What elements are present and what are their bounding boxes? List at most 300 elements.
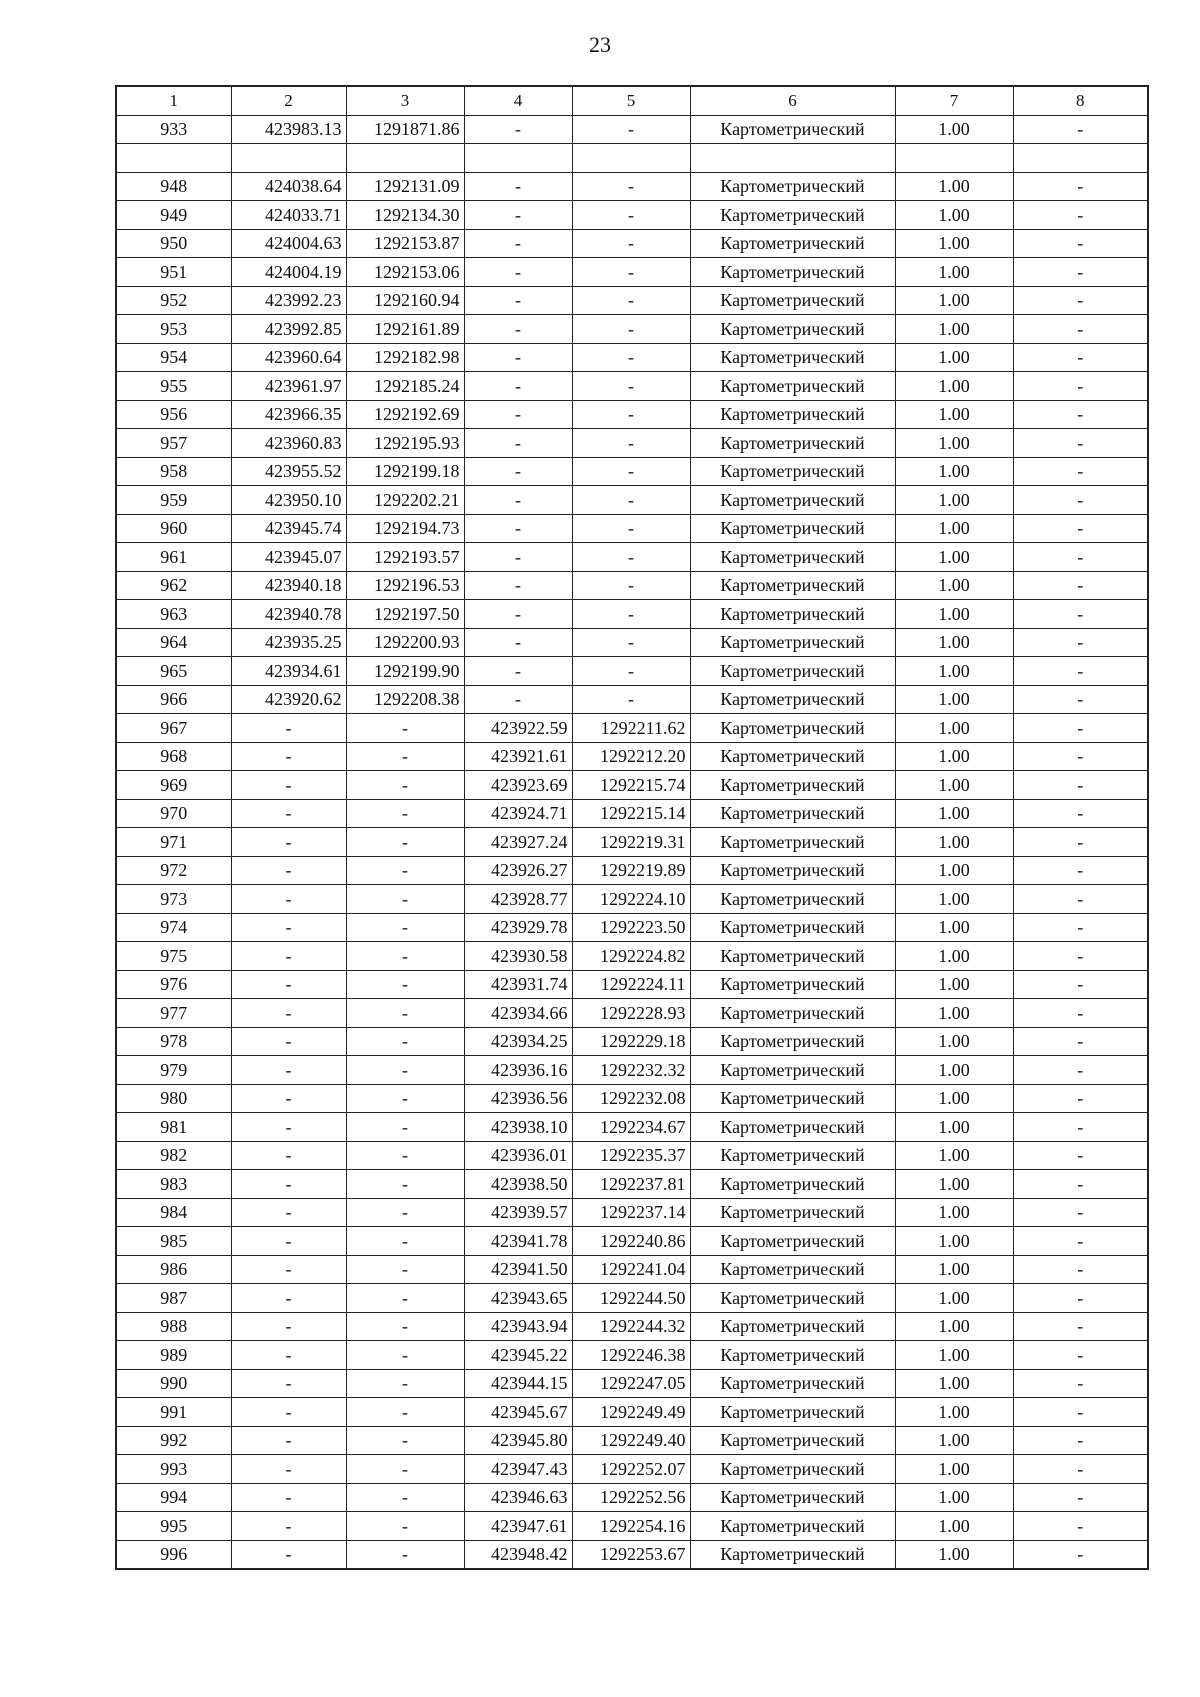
x-coordinate-cell: - — [231, 1170, 346, 1199]
description-cell: - — [1013, 1483, 1148, 1512]
x-coordinate-cell: 424038.64 — [231, 172, 346, 201]
table-row — [116, 1312, 1148, 1341]
point-number-cell: 983 — [116, 1170, 231, 1199]
method-cell: Картометрический — [690, 1512, 895, 1541]
y-new-coordinate-cell: 1292240.86 — [572, 1227, 690, 1256]
x-new-coordinate-cell: 423947.61 — [464, 1512, 572, 1541]
description-cell: - — [1013, 628, 1148, 657]
point-number-cell: 994 — [116, 1483, 231, 1512]
accuracy-cell: 1.00 — [895, 742, 1013, 771]
description-cell: - — [1013, 1341, 1148, 1370]
x-new-coordinate-cell: 423943.94 — [464, 1312, 572, 1341]
x-new-coordinate-cell: - — [464, 514, 572, 543]
description-cell: - — [1013, 543, 1148, 572]
y-coordinate-cell: - — [346, 714, 464, 743]
description-cell: - — [1013, 286, 1148, 315]
header-cell: 8 — [1013, 86, 1148, 115]
y-new-coordinate-cell: 1292247.05 — [572, 1369, 690, 1398]
point-number-cell: 960 — [116, 514, 231, 543]
table-row — [116, 856, 1148, 885]
x-new-coordinate-cell: - — [464, 543, 572, 572]
y-new-coordinate-cell: - — [572, 571, 690, 600]
x-new-coordinate-cell: - — [464, 372, 572, 401]
page-number: 23 — [589, 32, 611, 57]
point-number-cell: 996 — [116, 1540, 231, 1569]
x-coordinate-cell: 423955.52 — [231, 457, 346, 486]
y-new-coordinate-cell: 1292215.74 — [572, 771, 690, 800]
description-cell: - — [1013, 856, 1148, 885]
point-number-cell: 980 — [116, 1084, 231, 1113]
header-cell: 1 — [116, 86, 231, 115]
point-number-cell: 992 — [116, 1426, 231, 1455]
x-new-coordinate-cell: 423938.10 — [464, 1113, 572, 1142]
y-coordinate-cell: - — [346, 1141, 464, 1170]
accuracy-cell: 1.00 — [895, 1312, 1013, 1341]
table-row — [116, 115, 1148, 144]
accuracy-cell: 1.00 — [895, 771, 1013, 800]
table-row — [116, 1027, 1148, 1056]
accuracy-cell: 1.00 — [895, 856, 1013, 885]
method-cell: Картометрический — [690, 685, 895, 714]
accuracy-cell: 1.00 — [895, 714, 1013, 743]
method-cell: Картометрический — [690, 400, 895, 429]
method-cell: Картометрический — [690, 571, 895, 600]
description-cell: - — [1013, 771, 1148, 800]
point-number-cell: 964 — [116, 628, 231, 657]
y-new-coordinate-cell: - — [572, 315, 690, 344]
x-coordinate-cell: 423966.35 — [231, 400, 346, 429]
table-row — [116, 828, 1148, 857]
y-coordinate-cell: 1292153.06 — [346, 258, 464, 287]
table-row — [116, 1398, 1148, 1427]
y-new-coordinate-cell: - — [572, 514, 690, 543]
x-new-coordinate-cell: - — [464, 400, 572, 429]
accuracy-cell: 1.00 — [895, 1027, 1013, 1056]
y-new-coordinate-cell: - — [572, 486, 690, 515]
point-number-cell: 976 — [116, 970, 231, 999]
method-cell: Картометрический — [690, 457, 895, 486]
method-cell: Картометрический — [690, 229, 895, 258]
x-new-coordinate-cell: 423947.43 — [464, 1455, 572, 1484]
point-number-cell: 951 — [116, 258, 231, 287]
table-row — [116, 229, 1148, 258]
x-new-coordinate-cell: 423945.67 — [464, 1398, 572, 1427]
y-new-coordinate-cell: 1292237.14 — [572, 1198, 690, 1227]
accuracy-cell: 1.00 — [895, 1512, 1013, 1541]
y-coordinate-cell: - — [346, 1426, 464, 1455]
description-cell: - — [1013, 1056, 1148, 1085]
description-cell: - — [1013, 343, 1148, 372]
y-new-coordinate-cell: 1292241.04 — [572, 1255, 690, 1284]
table-row — [116, 543, 1148, 572]
method-cell: Картометрический — [690, 970, 895, 999]
point-number-cell: 991 — [116, 1398, 231, 1427]
point-number-cell: 953 — [116, 315, 231, 344]
x-new-coordinate-cell: 423921.61 — [464, 742, 572, 771]
x-new-coordinate-cell: 423943.65 — [464, 1284, 572, 1313]
x-coordinate-cell: - — [231, 1455, 346, 1484]
table-body — [116, 86, 1148, 1569]
x-coordinate-cell: - — [231, 1312, 346, 1341]
table-row — [116, 1141, 1148, 1170]
y-coordinate-cell: - — [346, 1455, 464, 1484]
accuracy-cell: 1.00 — [895, 457, 1013, 486]
point-number-cell: 961 — [116, 543, 231, 572]
x-new-coordinate-cell: - — [464, 600, 572, 629]
y-coordinate-cell: 1292199.18 — [346, 457, 464, 486]
x-new-coordinate-cell: 423926.27 — [464, 856, 572, 885]
x-new-coordinate-cell: - — [464, 571, 572, 600]
y-new-coordinate-cell: 1292224.11 — [572, 970, 690, 999]
header-cell: 4 — [464, 86, 572, 115]
description-cell: - — [1013, 1255, 1148, 1284]
description-cell: - — [1013, 913, 1148, 942]
x-coordinate-cell: - — [231, 999, 346, 1028]
method-cell: Картометрический — [690, 1027, 895, 1056]
y-new-coordinate-cell: - — [572, 429, 690, 458]
accuracy-cell: 1.00 — [895, 258, 1013, 287]
description-cell: - — [1013, 1284, 1148, 1313]
description-cell: - — [1013, 172, 1148, 201]
point-number-cell: 966 — [116, 685, 231, 714]
y-coordinate-cell: 1292195.93 — [346, 429, 464, 458]
x-coordinate-cell — [231, 144, 346, 173]
point-number-cell: 995 — [116, 1512, 231, 1541]
accuracy-cell: 1.00 — [895, 1398, 1013, 1427]
table-row — [116, 1084, 1148, 1113]
x-new-coordinate-cell: - — [464, 115, 572, 144]
table-row — [116, 657, 1148, 686]
y-new-coordinate-cell: - — [572, 657, 690, 686]
x-coordinate-cell: 423992.23 — [231, 286, 346, 315]
point-number-cell: 948 — [116, 172, 231, 201]
description-cell: - — [1013, 828, 1148, 857]
y-new-coordinate-cell: 1292235.37 — [572, 1141, 690, 1170]
description-cell — [1013, 144, 1148, 173]
y-new-coordinate-cell: - — [572, 172, 690, 201]
accuracy-cell: 1.00 — [895, 1056, 1013, 1085]
y-coordinate-cell: - — [346, 1512, 464, 1541]
y-new-coordinate-cell: 1292252.07 — [572, 1455, 690, 1484]
y-new-coordinate-cell: - — [572, 258, 690, 287]
y-new-coordinate-cell: 1292249.49 — [572, 1398, 690, 1427]
y-coordinate-cell: - — [346, 1284, 464, 1313]
description-cell: - — [1013, 1369, 1148, 1398]
x-new-coordinate-cell: 423936.16 — [464, 1056, 572, 1085]
table-row — [116, 600, 1148, 629]
method-cell: Картометрический — [690, 1284, 895, 1313]
table-row — [116, 400, 1148, 429]
x-coordinate-cell: 424004.63 — [231, 229, 346, 258]
y-coordinate-cell: 1292185.24 — [346, 372, 464, 401]
point-number-cell: 989 — [116, 1341, 231, 1370]
description-cell: - — [1013, 1141, 1148, 1170]
description-cell: - — [1013, 1512, 1148, 1541]
point-number-cell: 968 — [116, 742, 231, 771]
y-new-coordinate-cell: 1292237.81 — [572, 1170, 690, 1199]
y-new-coordinate-cell: 1292246.38 — [572, 1341, 690, 1370]
x-coordinate-cell: 423992.85 — [231, 315, 346, 344]
y-coordinate-cell: - — [346, 1341, 464, 1370]
y-coordinate-cell: - — [346, 942, 464, 971]
point-number-cell: 955 — [116, 372, 231, 401]
y-coordinate-cell: 1292153.87 — [346, 229, 464, 258]
y-coordinate-cell: 1292196.53 — [346, 571, 464, 600]
header-cell: 6 — [690, 86, 895, 115]
y-coordinate-cell: - — [346, 742, 464, 771]
method-cell: Картометрический — [690, 771, 895, 800]
y-new-coordinate-cell: - — [572, 229, 690, 258]
accuracy-cell: 1.00 — [895, 343, 1013, 372]
description-cell: - — [1013, 258, 1148, 287]
accuracy-cell: 1.00 — [895, 1084, 1013, 1113]
x-coordinate-cell: - — [231, 1113, 346, 1142]
x-new-coordinate-cell: 423923.69 — [464, 771, 572, 800]
table-row — [116, 1540, 1148, 1569]
point-number-cell: 967 — [116, 714, 231, 743]
table-row — [116, 799, 1148, 828]
point-number-cell: 979 — [116, 1056, 231, 1085]
table-header-row — [116, 86, 1148, 115]
y-new-coordinate-cell: 1292223.50 — [572, 913, 690, 942]
x-coordinate-cell: - — [231, 1512, 346, 1541]
table-row — [116, 628, 1148, 657]
accuracy-cell: 1.00 — [895, 999, 1013, 1028]
y-coordinate-cell: - — [346, 885, 464, 914]
accuracy-cell: 1.00 — [895, 885, 1013, 914]
y-coordinate-cell: 1292160.94 — [346, 286, 464, 315]
description-cell: - — [1013, 514, 1148, 543]
y-new-coordinate-cell: - — [572, 115, 690, 144]
point-number-cell: 986 — [116, 1255, 231, 1284]
table-row — [116, 685, 1148, 714]
x-coordinate-cell: - — [231, 742, 346, 771]
description-cell: - — [1013, 1455, 1148, 1484]
y-new-coordinate-cell: 1292232.32 — [572, 1056, 690, 1085]
accuracy-cell: 1.00 — [895, 1284, 1013, 1313]
x-coordinate-cell: - — [231, 1255, 346, 1284]
table-row — [116, 771, 1148, 800]
x-new-coordinate-cell: - — [464, 201, 572, 230]
x-new-coordinate-cell: 423938.50 — [464, 1170, 572, 1199]
x-new-coordinate-cell: 423936.56 — [464, 1084, 572, 1113]
description-cell: - — [1013, 600, 1148, 629]
y-new-coordinate-cell: - — [572, 685, 690, 714]
point-number-cell: 963 — [116, 600, 231, 629]
y-new-coordinate-cell: - — [572, 628, 690, 657]
y-coordinate-cell: 1291871.86 — [346, 115, 464, 144]
point-number-cell: 975 — [116, 942, 231, 971]
description-cell: - — [1013, 372, 1148, 401]
point-number-cell: 984 — [116, 1198, 231, 1227]
method-cell: Картометрический — [690, 1341, 895, 1370]
y-coordinate-cell: - — [346, 1227, 464, 1256]
table-row — [116, 1483, 1148, 1512]
accuracy-cell: 1.00 — [895, 628, 1013, 657]
method-cell: Картометрический — [690, 1255, 895, 1284]
x-coordinate-cell: - — [231, 1284, 346, 1313]
description-cell: - — [1013, 115, 1148, 144]
accuracy-cell: 1.00 — [895, 1255, 1013, 1284]
y-coordinate-cell: - — [346, 1369, 464, 1398]
y-coordinate-cell: - — [346, 856, 464, 885]
description-cell: - — [1013, 657, 1148, 686]
table-row — [116, 714, 1148, 743]
method-cell — [690, 144, 895, 173]
description-cell: - — [1013, 1312, 1148, 1341]
accuracy-cell: 1.00 — [895, 1141, 1013, 1170]
x-new-coordinate-cell: - — [464, 229, 572, 258]
point-number-cell: 972 — [116, 856, 231, 885]
description-cell: - — [1013, 229, 1148, 258]
x-new-coordinate-cell: 423934.66 — [464, 999, 572, 1028]
y-coordinate-cell: 1292193.57 — [346, 543, 464, 572]
accuracy-cell: 1.00 — [895, 1540, 1013, 1569]
x-new-coordinate-cell: 423939.57 — [464, 1198, 572, 1227]
description-cell: - — [1013, 885, 1148, 914]
y-new-coordinate-cell: 1292253.67 — [572, 1540, 690, 1569]
x-coordinate-cell: 424033.71 — [231, 201, 346, 230]
point-number-cell: 957 — [116, 429, 231, 458]
y-coordinate-cell: 1292182.98 — [346, 343, 464, 372]
x-coordinate-cell: - — [231, 1027, 346, 1056]
table-row — [116, 372, 1148, 401]
x-new-coordinate-cell: - — [464, 486, 572, 515]
method-cell: Картометрический — [690, 999, 895, 1028]
y-coordinate-cell: - — [346, 1198, 464, 1227]
x-coordinate-cell: 423960.83 — [231, 429, 346, 458]
accuracy-cell: 1.00 — [895, 1113, 1013, 1142]
description-cell: - — [1013, 942, 1148, 971]
point-number-cell: 987 — [116, 1284, 231, 1313]
point-number-cell: 950 — [116, 229, 231, 258]
table-row — [116, 913, 1148, 942]
point-number-cell: 988 — [116, 1312, 231, 1341]
point-number-cell: 969 — [116, 771, 231, 800]
method-cell: Картометрический — [690, 1084, 895, 1113]
x-new-coordinate-cell: 423941.78 — [464, 1227, 572, 1256]
description-cell: - — [1013, 1540, 1148, 1569]
accuracy-cell: 1.00 — [895, 571, 1013, 600]
description-cell: - — [1013, 1426, 1148, 1455]
y-coordinate-cell — [346, 144, 464, 173]
method-cell: Картометрический — [690, 1056, 895, 1085]
x-coordinate-cell: 423940.18 — [231, 571, 346, 600]
y-coordinate-cell: - — [346, 970, 464, 999]
point-number-cell: 933 — [116, 115, 231, 144]
table-row — [116, 1255, 1148, 1284]
accuracy-cell: 1.00 — [895, 514, 1013, 543]
method-cell: Картометрический — [690, 486, 895, 515]
y-new-coordinate-cell: 1292219.31 — [572, 828, 690, 857]
accuracy-cell: 1.00 — [895, 1227, 1013, 1256]
header-cell: 2 — [231, 86, 346, 115]
y-coordinate-cell: - — [346, 1540, 464, 1569]
y-new-coordinate-cell: 1292228.93 — [572, 999, 690, 1028]
y-coordinate-cell: 1292131.09 — [346, 172, 464, 201]
table-row — [116, 429, 1148, 458]
method-cell: Картометрический — [690, 1198, 895, 1227]
accuracy-cell: 1.00 — [895, 1369, 1013, 1398]
x-new-coordinate-cell: 423929.78 — [464, 913, 572, 942]
x-new-coordinate-cell: 423945.80 — [464, 1426, 572, 1455]
x-coordinate-cell: - — [231, 856, 346, 885]
x-new-coordinate-cell: 423928.77 — [464, 885, 572, 914]
description-cell: - — [1013, 571, 1148, 600]
table-row — [116, 1341, 1148, 1370]
x-new-coordinate-cell: 423927.24 — [464, 828, 572, 857]
y-coordinate-cell: 1292161.89 — [346, 315, 464, 344]
y-coordinate-cell: - — [346, 1113, 464, 1142]
header-cell: 3 — [346, 86, 464, 115]
x-new-coordinate-cell: 423945.22 — [464, 1341, 572, 1370]
method-cell: Картометрический — [690, 543, 895, 572]
x-new-coordinate-cell: 423948.42 — [464, 1540, 572, 1569]
point-number-cell: 959 — [116, 486, 231, 515]
table-row — [116, 315, 1148, 344]
x-new-coordinate-cell: 423934.25 — [464, 1027, 572, 1056]
method-cell: Картометрический — [690, 286, 895, 315]
accuracy-cell: 1.00 — [895, 970, 1013, 999]
y-coordinate-cell: 1292208.38 — [346, 685, 464, 714]
x-new-coordinate-cell: - — [464, 657, 572, 686]
table-row — [116, 172, 1148, 201]
y-new-coordinate-cell: 1292211.62 — [572, 714, 690, 743]
header-cell: 7 — [895, 86, 1013, 115]
description-cell: - — [1013, 400, 1148, 429]
accuracy-cell: 1.00 — [895, 799, 1013, 828]
y-new-coordinate-cell: 1292232.08 — [572, 1084, 690, 1113]
description-cell: - — [1013, 1027, 1148, 1056]
x-new-coordinate-cell: - — [464, 343, 572, 372]
accuracy-cell: 1.00 — [895, 229, 1013, 258]
y-coordinate-cell: - — [346, 828, 464, 857]
accuracy-cell: 1.00 — [895, 942, 1013, 971]
y-coordinate-cell: - — [346, 1255, 464, 1284]
y-new-coordinate-cell: 1292252.56 — [572, 1483, 690, 1512]
x-new-coordinate-cell: 423922.59 — [464, 714, 572, 743]
y-coordinate-cell: - — [346, 1027, 464, 1056]
table-row — [116, 457, 1148, 486]
x-coordinate-cell: - — [231, 1540, 346, 1569]
point-number-cell: 949 — [116, 201, 231, 230]
description-cell: - — [1013, 429, 1148, 458]
y-new-coordinate-cell: 1292212.20 — [572, 742, 690, 771]
point-number-cell: 978 — [116, 1027, 231, 1056]
point-number-cell: 981 — [116, 1113, 231, 1142]
method-cell: Картометрический — [690, 115, 895, 144]
y-new-coordinate-cell: 1292229.18 — [572, 1027, 690, 1056]
x-new-coordinate-cell: - — [464, 315, 572, 344]
accuracy-cell: 1.00 — [895, 115, 1013, 144]
table-row — [116, 970, 1148, 999]
x-new-coordinate-cell: 423946.63 — [464, 1483, 572, 1512]
y-coordinate-cell: 1292199.90 — [346, 657, 464, 686]
x-new-coordinate-cell: - — [464, 628, 572, 657]
y-new-coordinate-cell: 1292244.50 — [572, 1284, 690, 1313]
description-cell: - — [1013, 714, 1148, 743]
accuracy-cell: 1.00 — [895, 1341, 1013, 1370]
x-coordinate-cell: - — [231, 1341, 346, 1370]
y-coordinate-cell: 1292200.93 — [346, 628, 464, 657]
x-coordinate-cell: - — [231, 970, 346, 999]
table-row — [116, 742, 1148, 771]
method-cell: Картометрический — [690, 742, 895, 771]
point-number-cell: 970 — [116, 799, 231, 828]
y-new-coordinate-cell: 1292224.10 — [572, 885, 690, 914]
description-cell: - — [1013, 315, 1148, 344]
point-number-cell: 973 — [116, 885, 231, 914]
